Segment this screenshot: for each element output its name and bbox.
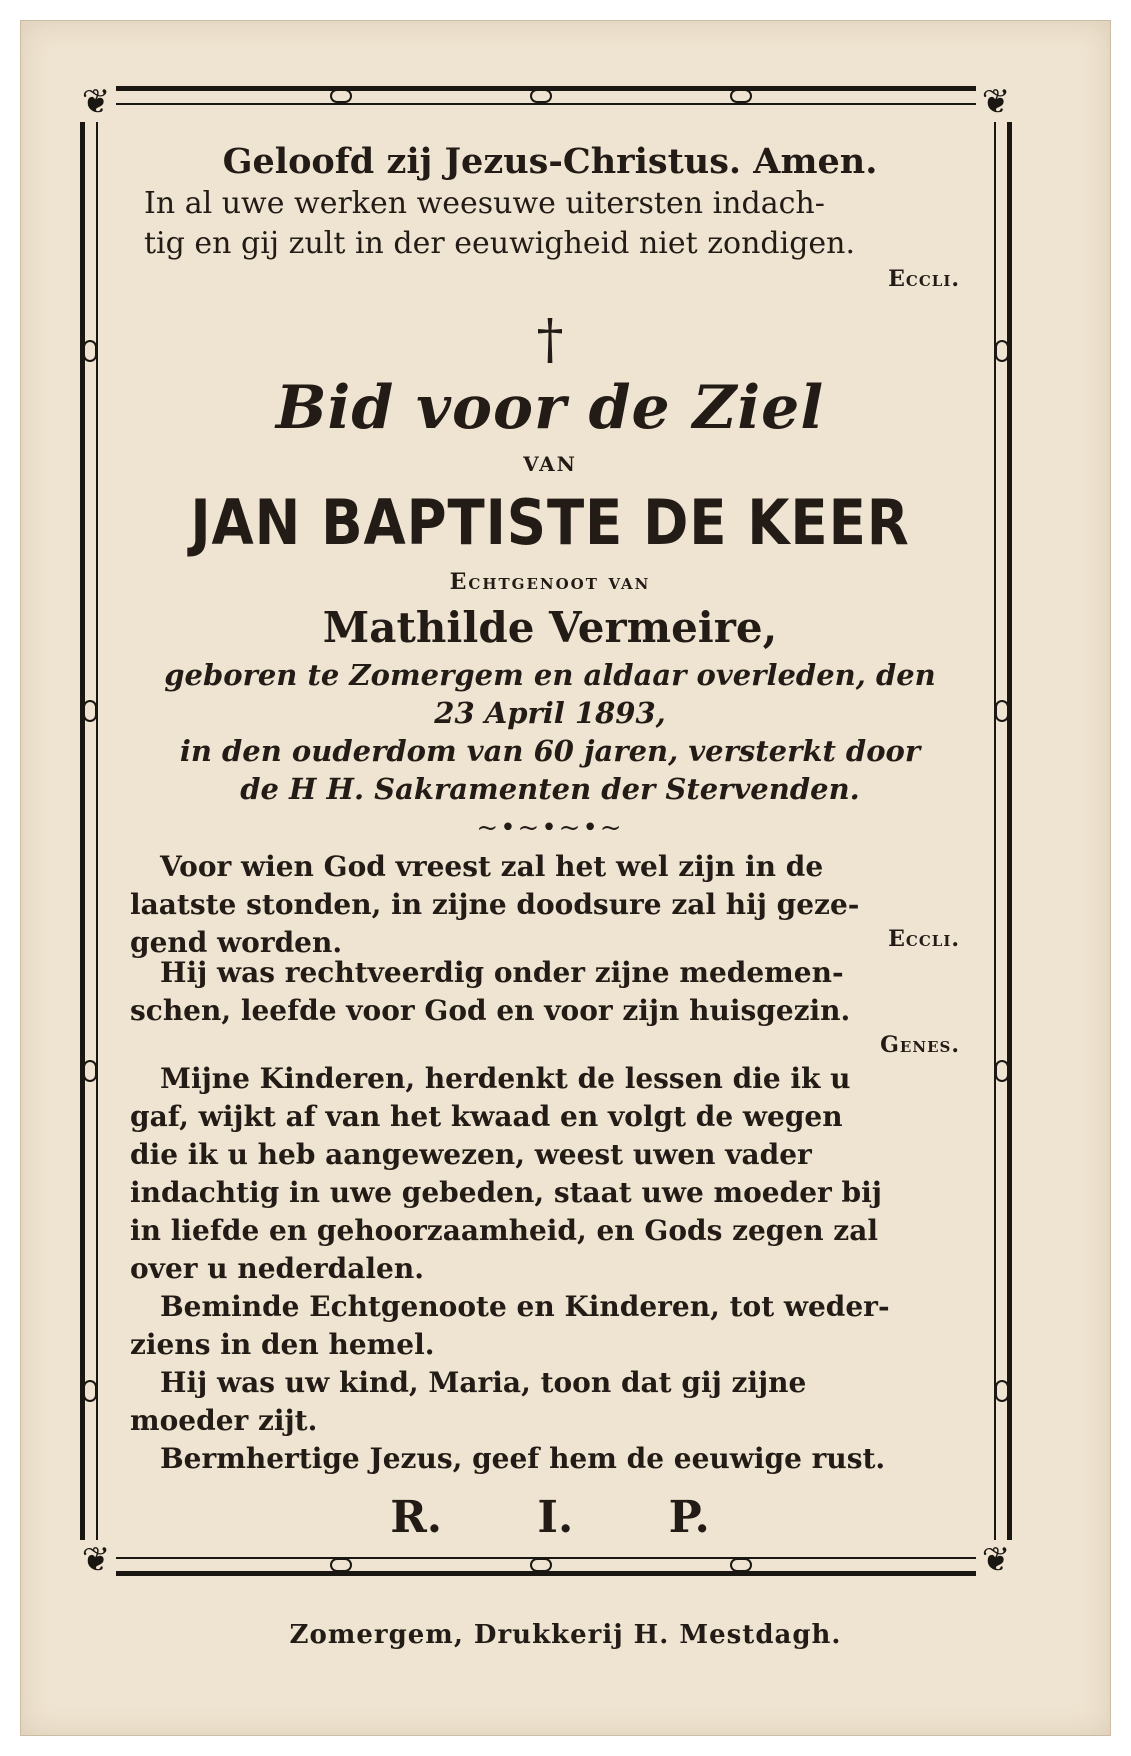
spouse-name: Mathilde Vermeire,: [322, 603, 778, 652]
verse-line: die ik u heb aangewezen, weest uwen vader: [130, 1138, 812, 1171]
rip-inscription: R. I. P.: [390, 1492, 710, 1543]
frame-knot-icon: [83, 1060, 97, 1082]
verse-line: schen, leefde voor God en voor zijn huisgezin.: [130, 994, 851, 1027]
verse-paragraph: [130, 1364, 970, 1440]
header-quote-line: tig en gij zult in der eeuwigheid niet zondigen.: [144, 226, 856, 261]
frame-knot-icon: [995, 1060, 1009, 1082]
card-content: [130, 140, 970, 1552]
divider-ornament: ~•~•~•~: [476, 813, 624, 843]
header-quote-reference: Eccli.: [888, 266, 960, 292]
verse-paragraph: [130, 1440, 970, 1478]
frame-knot-icon: [730, 1558, 752, 1572]
verse-line: moeder zijt.: [130, 1404, 318, 1437]
bio-line: de H H. Sakramenten der Stervenden.: [240, 772, 860, 806]
verse-line: Hij was rechtveerdig onder zijne medemen-: [160, 956, 844, 989]
verse-line: Mijne Kinderen, herdenkt de lessen die ik u: [160, 1062, 851, 1095]
verse-line: in liefde en gehoorzaamheid, en Gods zegen zal: [130, 1214, 878, 1247]
verse-line: gend worden.: [130, 926, 343, 959]
frame-knot-icon: [995, 700, 1009, 722]
header-title: Geloofd zij Jezus-Christus. Amen.: [222, 141, 878, 182]
verse-paragraph: [130, 848, 970, 959]
corner-flourish-icon: ❦: [976, 82, 1016, 122]
corner-flourish-icon: ❦: [76, 1540, 116, 1580]
verse-line: Voor wien God vreest zal het wel zijn in de: [160, 850, 824, 883]
corner-flourish-icon: ❦: [76, 82, 116, 122]
frame-knot-icon: [83, 700, 97, 722]
verse-paragraph: [130, 954, 970, 1060]
van-label: VAN: [523, 452, 577, 476]
frame-knot-icon: [730, 89, 752, 103]
cross-icon: †: [536, 308, 564, 371]
verse-line: indachtig in uwe gebeden, staat uwe moeder bij: [130, 1176, 882, 1209]
frame-knot-icon: [530, 89, 552, 103]
verse-reference: Eccli.: [888, 926, 960, 952]
frame-knot-icon: [83, 1380, 97, 1402]
frame-knot-icon: [995, 340, 1009, 362]
verse-line: Hij was uw kind, Maria, toon dat gij zijne: [160, 1366, 807, 1399]
frame-knot-icon: [330, 1558, 352, 1572]
bio-line: geboren te Zomergem en aldaar overleden, den: [164, 658, 936, 692]
verse-line: Beminde Echtgenoote en Kinderen, tot weder-: [160, 1290, 890, 1323]
verse-line: ziens in den hemel.: [130, 1328, 435, 1361]
verse-line: Bermhertige Jezus, geef hem de eeuwige rust.: [160, 1442, 886, 1475]
corner-flourish-icon: ❦: [976, 1540, 1016, 1580]
verse-paragraph: [130, 1060, 970, 1288]
verse-line: over u nederdalen.: [130, 1252, 424, 1285]
verse-reference: Genes.: [880, 1032, 960, 1058]
bio-line: 23 April 1893,: [434, 696, 666, 730]
verse-line: gaf, wijkt af van het kwaad en volgt de wegen: [130, 1100, 843, 1133]
frame-knot-icon: [330, 89, 352, 103]
frame-knot-icon: [83, 340, 97, 362]
header-quote-line: In al uwe werken weesuwe uitersten indach-: [144, 186, 825, 221]
printer-imprint: Zomergem, Drukkerij H. Mestdagh.: [289, 1620, 842, 1650]
frame-knot-icon: [530, 1558, 552, 1572]
prayer-heading: Bid voor de Ziel: [275, 373, 825, 443]
verse-line: laatste stonden, in zijne doodsure zal hij geze-: [130, 888, 860, 921]
verse-paragraph: [130, 1288, 970, 1364]
deceased-name: JAN BAPTISTE DE KEER: [190, 486, 910, 559]
bio-line: in den ouderdom van 60 jaren, versterkt door: [179, 734, 921, 768]
frame-knot-icon: [995, 1380, 1009, 1402]
spouse-label: Echtgenoot van: [449, 569, 651, 595]
